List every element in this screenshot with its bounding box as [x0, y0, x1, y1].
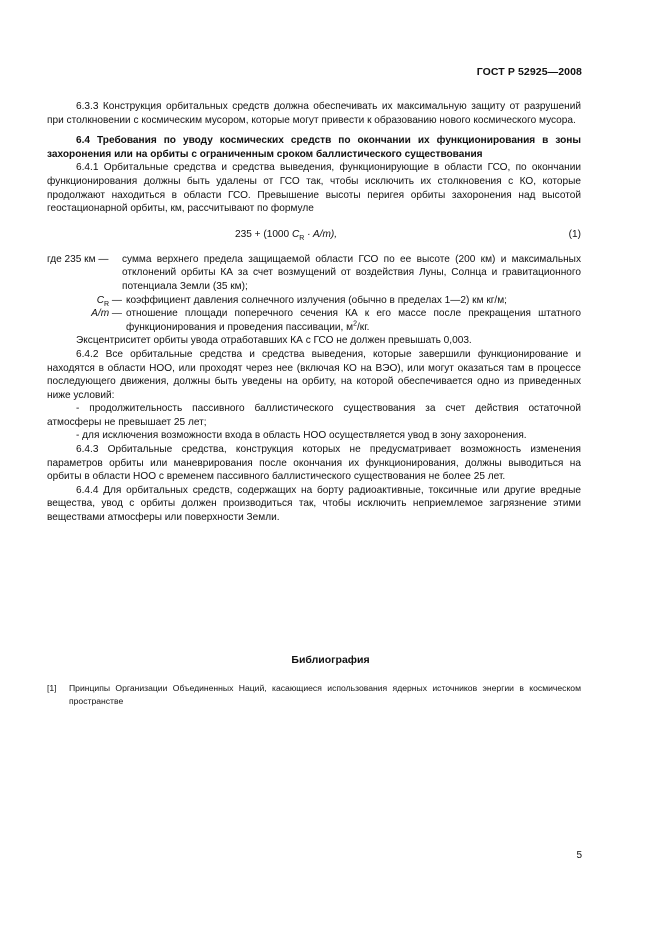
paragraph-6-4-4: 6.4.4 Для орбитальных средств, содержащих на борту радиоактивные, токсичные или другие вредные вещества, увод с орбиты должен производиться так, чтобы исключить неприемлемое загрязнение этими веществами атмосферы или поверхности Земли.	[47, 484, 581, 524]
page-number: 5	[576, 850, 582, 861]
bibliography-number: [1]	[47, 683, 57, 693]
list-item: - продолжительность пассивного баллистического существования за счет действия остаточной атмосферы не превышает 25 лет;	[47, 403, 581, 428]
bibliography-text: Принципы Организации Объединенных Наций, касающиеся использования ядерных источников энергии в космическом пространстве	[69, 683, 581, 706]
list-item: - для исключения возможности входа в область НОО осуществляется увод в зону захоронения.	[76, 430, 527, 442]
eccentricity-note: Эксцентриситет орбиты увода отработавших КА с ГСО не должен превышать 0,003.	[76, 335, 472, 347]
section-heading-6-4: 6.4 Требования по уводу космических средств по окончании их функционирования в зоны захоронения или на орбиты с ограниченным сроком баллистического существования	[47, 135, 581, 160]
paragraph-6-3-3: 6.3.3 Конструкция орбитальных средств должна обеспечивать их максимальную защиту от разрушений при столкновении с космическим мусором, которые могут привести к образованию нового космического мусора.	[47, 101, 581, 126]
paragraph-6-4-3: 6.4.3 Орбитальные средства, конструкция которых не предусматривает возможность изменения параметров орбиты или маневрирования после окончания их функционирования, должны выводиться на орбиты в области НОО с временем пассивного баллистического существования не более 25 лет.	[47, 444, 581, 483]
paragraph-6-4-2: 6.4.2 Все орбитальные средства и средства выведения, которые завершили функционирование и находятся в области НОО, или проходят через нее (включая КО на ВЭО), или могут оказаться там в процессе последующего движения, должны быть уведены на орбиту, на которой обеспечивается одно из приведенных ниже условий:	[47, 348, 581, 401]
definition-term: $C_R$ —	[96, 294, 122, 308]
definition-235km	[47, 253, 581, 294]
formula-number: (1)	[568, 228, 581, 240]
bibliography-item	[47, 682, 581, 708]
definition-text: коэффициент давления солнечного излучения (обычно в пределах 1—2) км кг/м;	[126, 294, 507, 306]
formula-expression: 235 + (1000 $C_R \cdot A/m$),	[235, 228, 338, 242]
paragraph-6-4-1: 6.4.1 Орбитальные средства и средства выведения, функционирующие в области ГСО, по окончании функционирования должны быть удалены от ГСО так, чтобы исключить их столкновения с КО, которые продолжают находиться в области ГСО. Превышение высоты перигея орбиты захоронения над высотой геостационарной орбиты, км, рассчитывают по формуле	[47, 162, 581, 215]
definition-term: где 235 км —	[47, 253, 109, 265]
bibliography-title: Библиография	[291, 654, 370, 666]
definition-text: сумма верхнего предела защищаемой области ГСО по ее высоте (200 км) и максимальных отклонений орбиты КА за счет возмущений от воздействия Луны, Солнца и гравитационного потенциала Земли (35 км);	[122, 253, 581, 292]
definition-cr	[47, 294, 581, 308]
definition-am	[47, 307, 581, 334]
formula-1	[47, 228, 581, 242]
definition-text: отношение площади поперечного сечения КА к его массе после прекращения штатного функционирования и проведения пассивации, $м^2/кг$.	[126, 308, 581, 333]
standard-code: ГОСТ Р 52925—2008	[476, 66, 582, 78]
definition-term: A/m —	[91, 308, 122, 320]
document-body	[47, 100, 581, 525]
